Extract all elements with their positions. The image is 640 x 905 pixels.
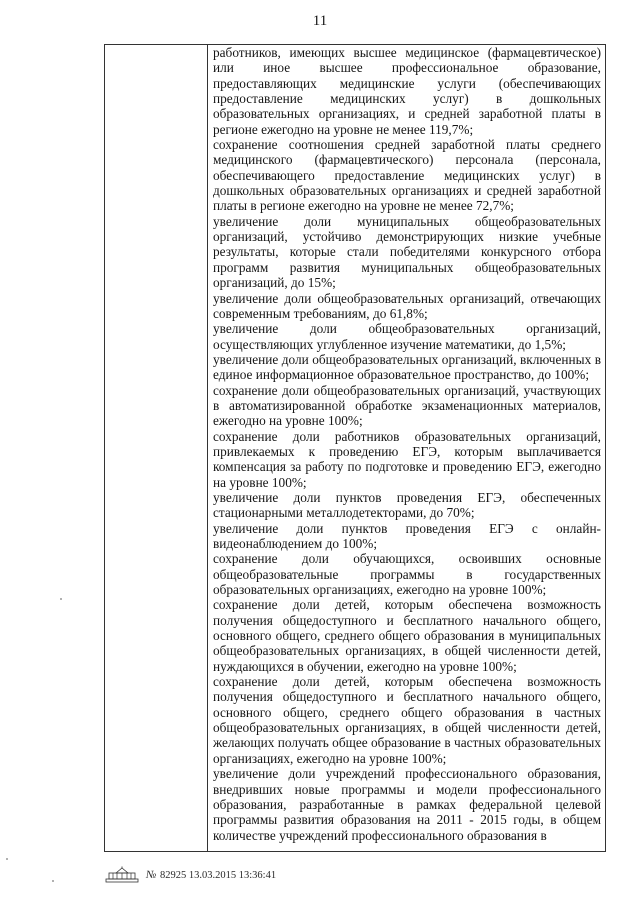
table-left-column xyxy=(105,45,208,851)
paragraph: увеличение доли муниципальных общеобразовательных организаций, устойчиво демонстрирующих низкие учебные результаты, которые стали победителями конкурсного отбора программ развития муниципальных общеобразовательных организаций, до 15%; xyxy=(213,213,601,291)
paragraph: сохранение доли обучающихся, освоивших основные общеобразовательные программы в государственных образовательных организациях, ежегодно на уровне 100%; xyxy=(213,551,601,598)
paragraph: увеличение доли пунктов проведения ЕГЭ, обеспеченных стационарными металлодетекторами, до 70%; xyxy=(213,489,601,521)
number-sign: № xyxy=(146,869,157,881)
document-footer xyxy=(104,866,404,884)
paragraph: сохранение соотношения средней заработной платы среднего медицинского (фармацевтического) персонала (персонала, обеспечивающего предоставление медицинских услуг) в дошкольных образовательных организациях и средней заработной платы в регионе ежегодно на уровне не менее 72,7%; xyxy=(213,137,601,214)
paragraph: сохранение доли детей, которым обеспечена возможность получения общедоступного и бесплатного начального общего, основного общего, среднего общего образования в муниципальных общеобразовательных организациях, в общей численности детей, нуждающихся в обучении, ежегодно на уровне 100%; xyxy=(213,597,601,674)
scan-speck xyxy=(6,858,8,860)
paragraph: сохранение доли работников образовательных организаций, привлекаемых к проведению ЕГЭ, которым выплачивается компенсация за работу по подготовке и проведению ЕГЭ, ежегодно на уровне 100%; xyxy=(213,428,601,490)
paragraph: увеличение доли учреждений профессионального образования, внедривших новые программы и модели профессионального образования, разработанные в рамках федеральной целевой программы развития образования на 2011 - 2015 годы, в общем количестве учреждений профессионального образования в xyxy=(213,766,601,843)
table-content-column xyxy=(213,45,601,843)
paragraph: работников, имеющих высшее медицинское (фармацевтическое) или иное высшее профессиональное образование, предоставляющих медицинские услуги (обеспечивающих предоставление медицинских услуг) в дошкольных образовательных организациях, и средней заработной платы в регионе ежегодно на уровне не менее 119,7%; xyxy=(213,45,601,137)
scan-speck xyxy=(60,598,62,600)
paragraph: увеличение доли общеобразовательных организаций, отвечающих современным требованиям, до 61,8%; xyxy=(213,290,601,321)
paragraph: увеличение доли общеобразовательных организаций, включенных в единое информационное образовательное пространство, до 100%; xyxy=(213,351,601,383)
paragraph: сохранение доли детей, которым обеспечена возможность получения общедоступного и бесплатного начального общего, основного общего, среднего общего образования в частных общеобразовательных организациях, в общей численности детей, желающих получать общее образование в частных образовательных организациях, ежегодно на уровне 100%; xyxy=(213,674,601,766)
document-table xyxy=(104,44,606,852)
paragraph: увеличение доли пунктов проведения ЕГЭ с онлайн-видеонаблюдением до 100%; xyxy=(213,520,601,551)
paragraph: сохранение доли общеобразовательных организаций, участвующих в автоматизированной обработке экзаменационных материалов, ежегодно на уровне 100%; xyxy=(213,382,601,429)
paragraph: увеличение доли общеобразовательных организаций, осуществляющих углубленное изучение математики, до 1,5%; xyxy=(213,321,601,352)
building-seal-icon xyxy=(104,866,140,884)
scan-speck xyxy=(52,880,54,882)
page-number: 11 xyxy=(312,13,328,29)
registration-stamp: 82925 13.03.2015 13:36:41 xyxy=(160,870,277,881)
